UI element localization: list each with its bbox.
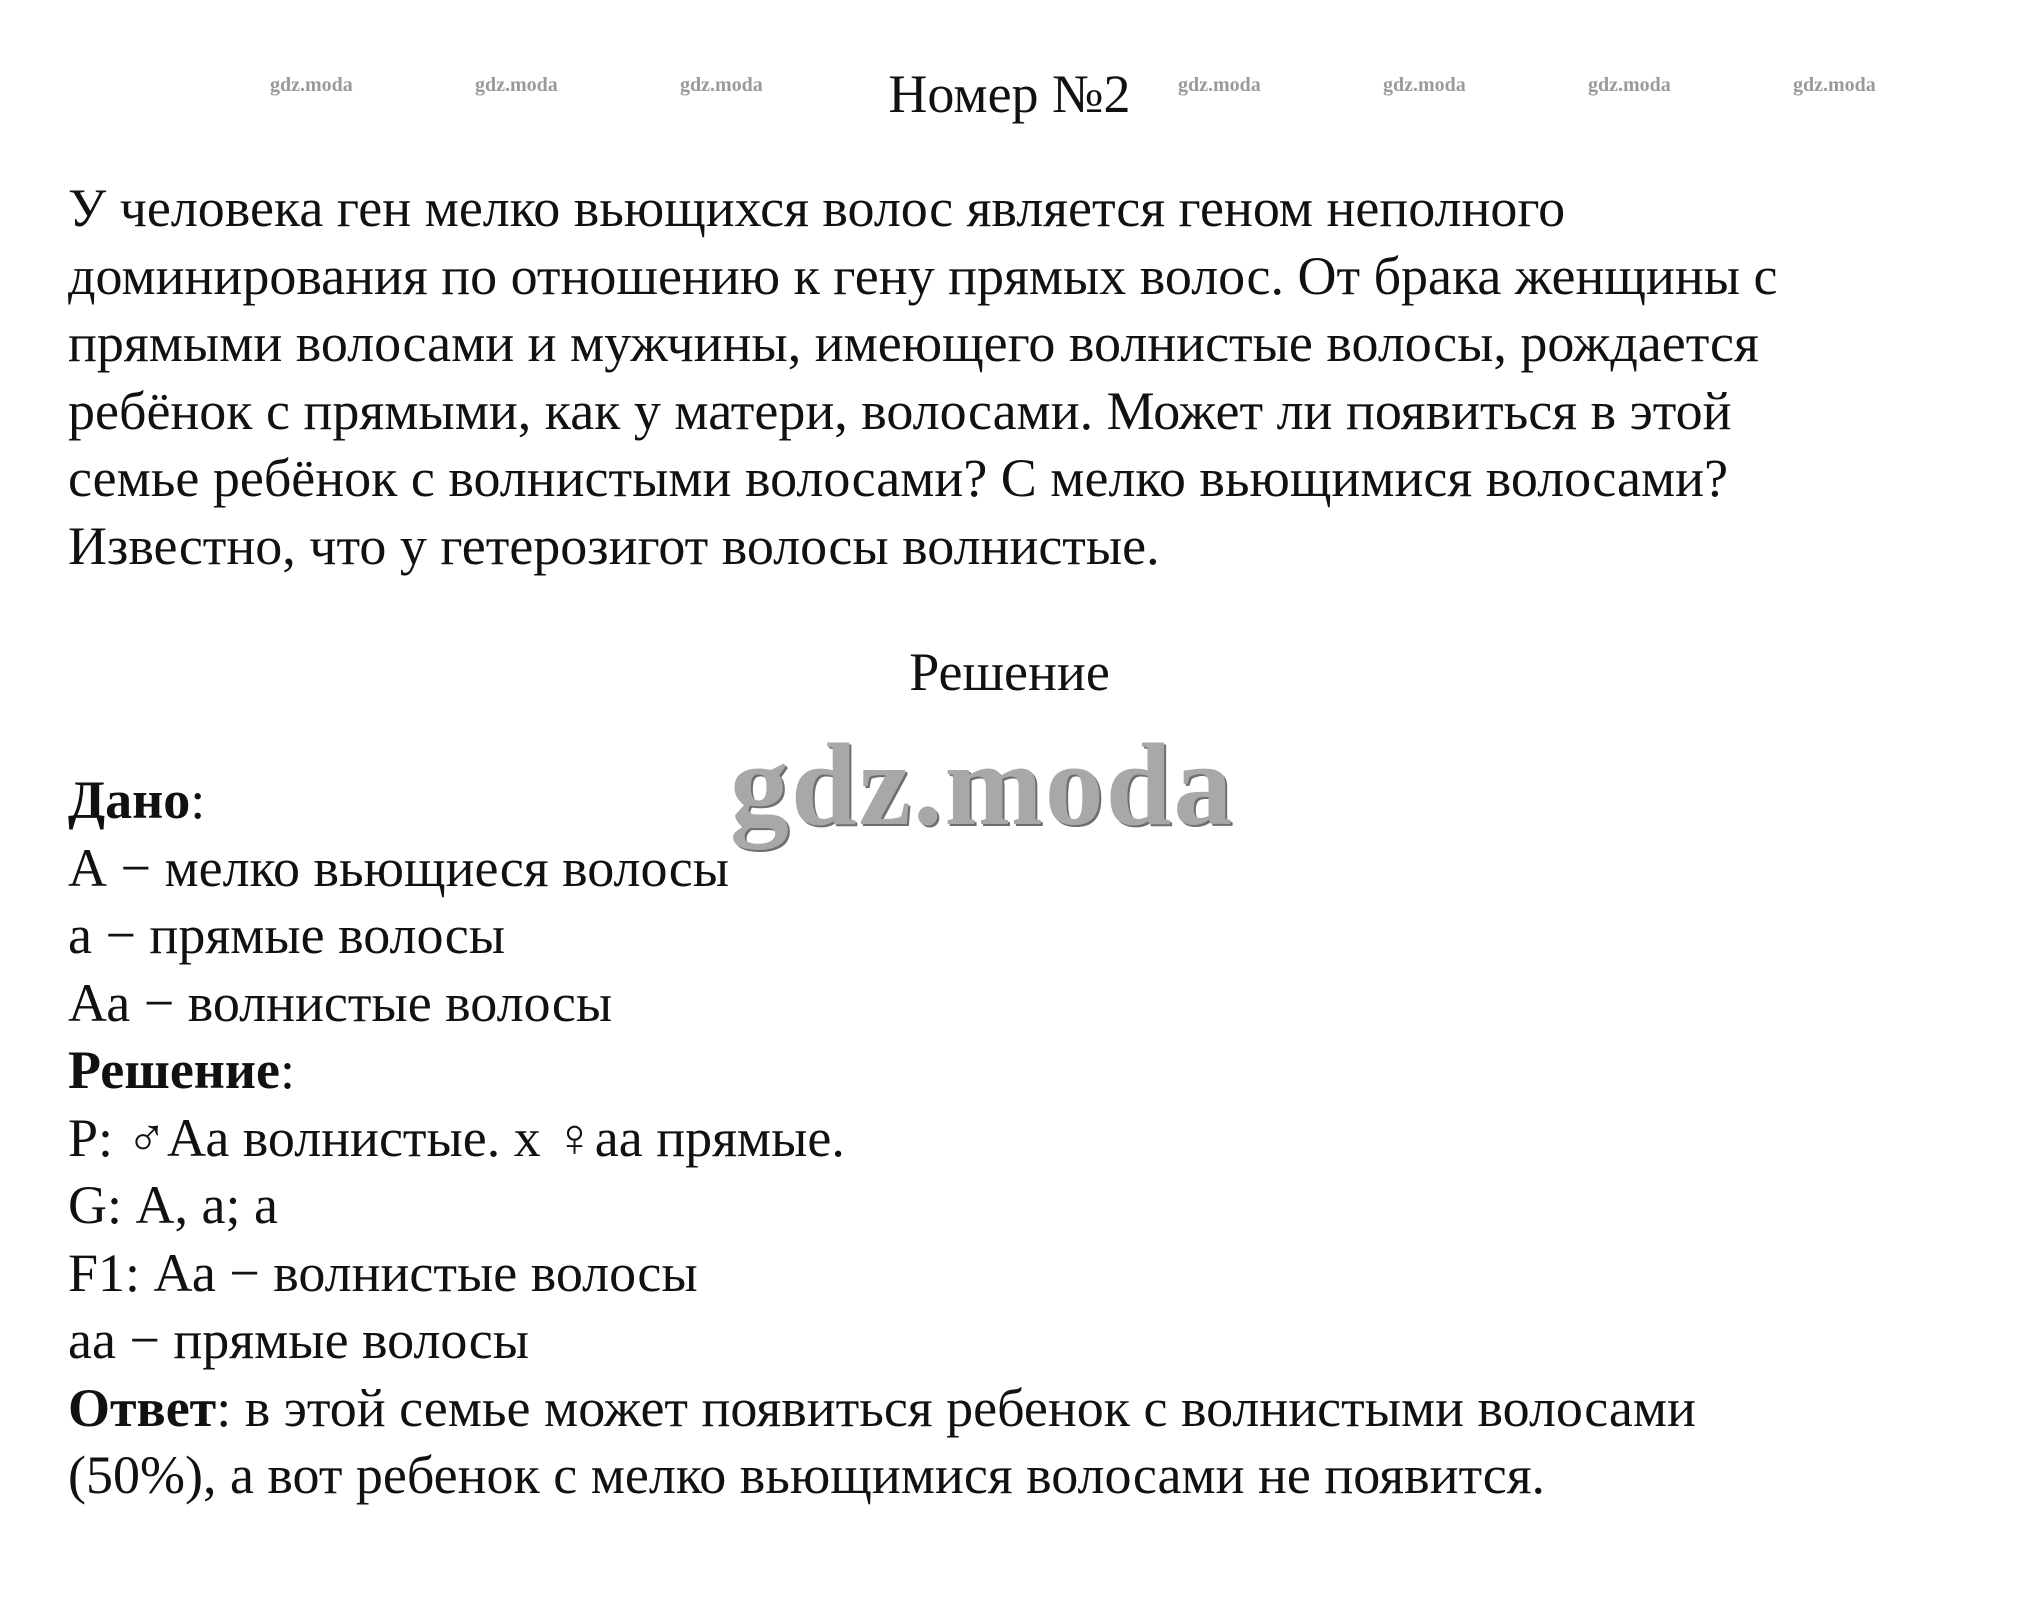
problem-line: прямыми волосами и мужчины, имеющего волнистые волосы, рождается	[68, 313, 1759, 373]
problem-line: доминирования по отношению к гену прямых волос. От брака женщины с	[68, 245, 1778, 306]
solution-item: аа − прямые волосы	[68, 1310, 530, 1370]
problem-line: Известно, что у гетерозигот волосы волнистые.	[68, 515, 1160, 576]
given-item: а − прямые волосы	[68, 905, 506, 965]
answer-label: Ответ	[68, 1377, 217, 1438]
problem-line: У человека ген мелко вьющихся волос является геном неполного	[68, 178, 1566, 238]
answer-line: Ответ: в этой семье может появиться ребенок с волнистыми волосами	[68, 1377, 1696, 1438]
given-item: А − мелко вьющиеся волосы	[68, 837, 730, 898]
solution-label: Решение	[68, 1040, 280, 1100]
problem-text	[68, 175, 1988, 580]
watermark-small: gdz.moda	[270, 74, 353, 96]
answer-text: в этой семье может появиться ребенок с волнистыми волосами	[231, 1377, 1696, 1438]
page-title: Номер №2	[888, 64, 1131, 124]
given-label: Дано	[68, 770, 191, 830]
problem-line: ребёнок с прямыми, как у матери, волосами. Может ли появиться в этой	[68, 380, 1732, 441]
solution-item: F1: Аа − волнистые волосы	[68, 1242, 698, 1303]
answer-line-2: (50%), а вот ребенок с мелко вьющимися волосами не появится.	[68, 1445, 1546, 1505]
problem-line: семье ребёнок с волнистыми волосами? С мелко вьющимися волосами?	[68, 448, 1729, 508]
solution-heading: Решение	[909, 642, 1110, 702]
watermark-small: gdz.moda	[1793, 74, 1876, 96]
given-item: Аа − волнистые волосы	[68, 972, 613, 1033]
watermark-small: gdz.moda	[475, 74, 558, 96]
solution-item: P: ♂Аа волнистые. х ♀аа прямые.	[68, 1107, 845, 1168]
watermark-small: gdz.moda	[680, 74, 763, 96]
solution-item: G: А, а; а	[68, 1175, 278, 1235]
watermark-small: gdz.moda	[1588, 74, 1671, 96]
solution-body	[68, 767, 1988, 1510]
solution-label-line: Решение:	[68, 1040, 296, 1100]
given-heading: Дано:	[68, 770, 206, 830]
watermark-small: gdz.moda	[1383, 74, 1466, 96]
watermark-small: gdz.moda	[1178, 74, 1261, 96]
watermark-large: gdz.moda	[730, 719, 1235, 850]
